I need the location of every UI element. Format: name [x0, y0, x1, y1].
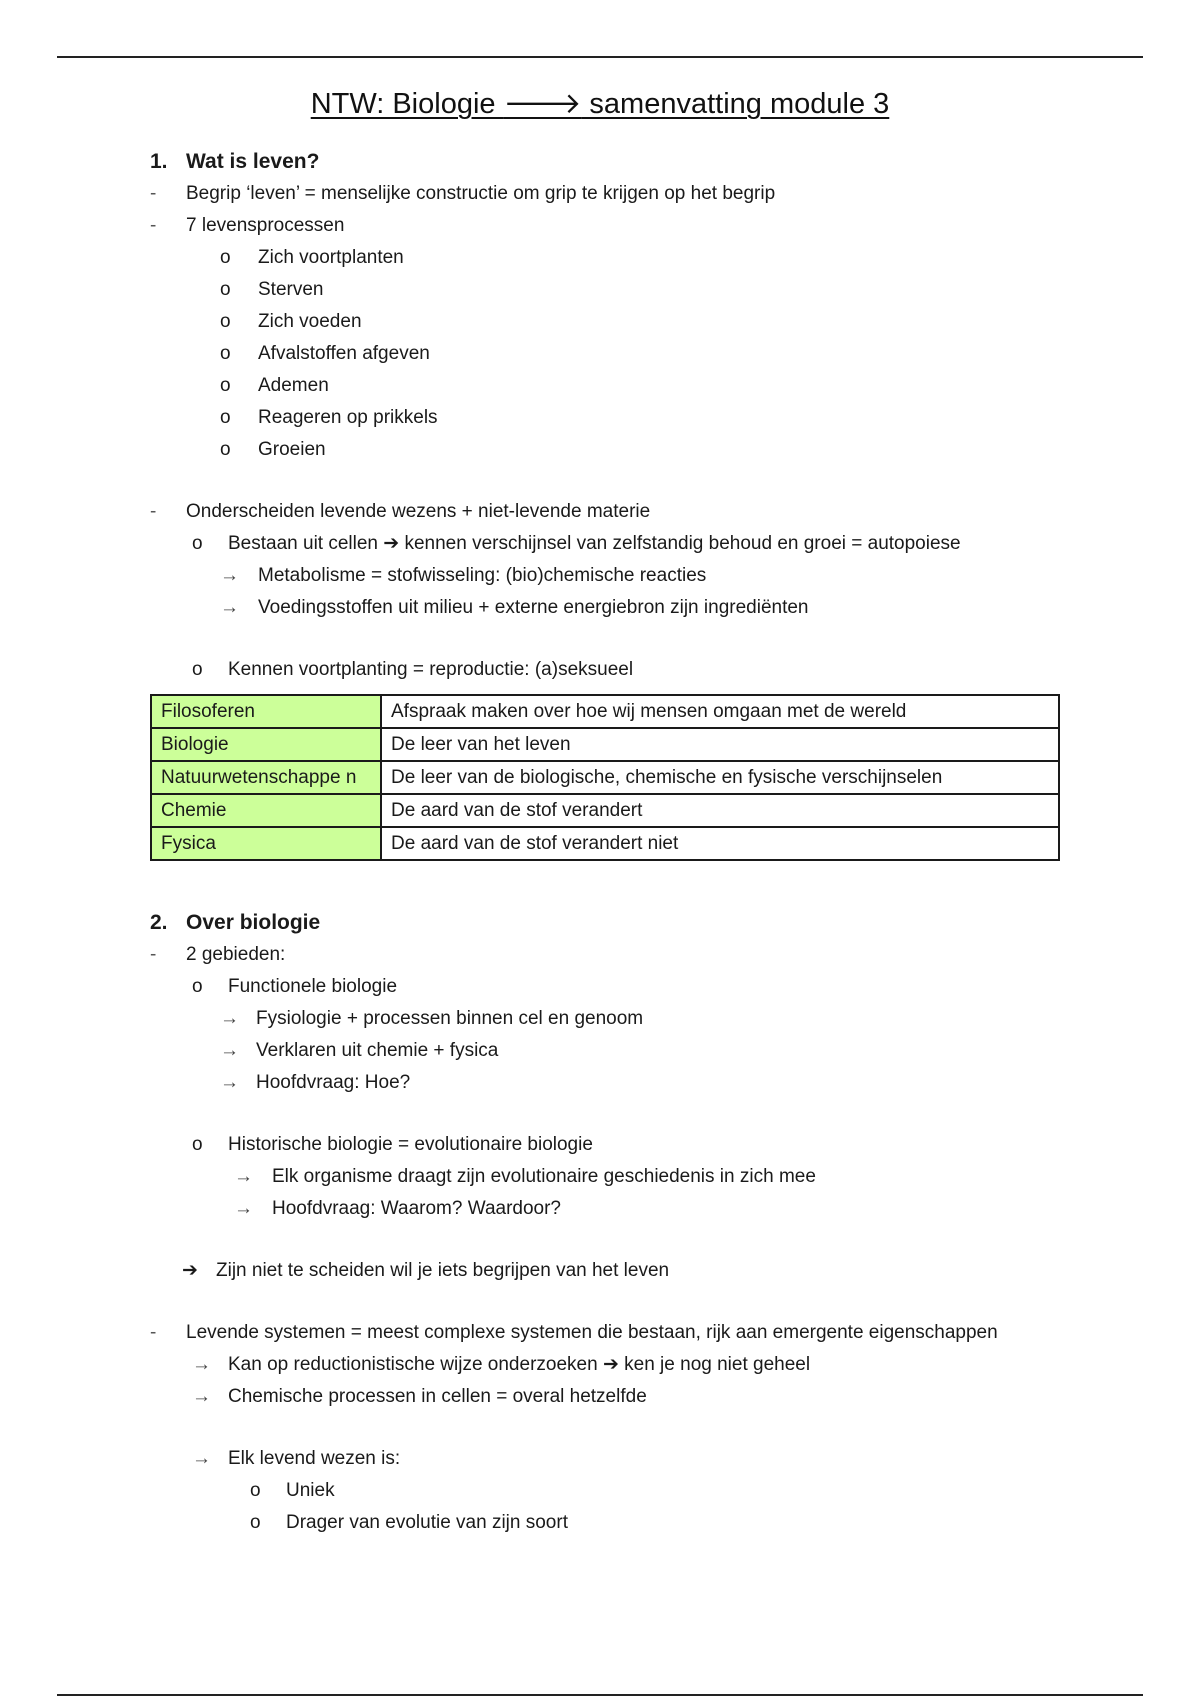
- process-item: Afvalstoffen afgeven: [258, 343, 430, 364]
- conclusion-text: Zijn niet te scheiden wil je iets begrijpen van het leven: [216, 1260, 670, 1281]
- circle-bullet-icon: o: [192, 1134, 203, 1155]
- list-item: [150, 496, 1110, 528]
- list-item: [150, 434, 1110, 466]
- list-item-text: Chemische processen in cellen = overal hetzelfde: [228, 1386, 647, 1407]
- circle-bullet-icon: o: [220, 343, 231, 364]
- list-item: [150, 370, 1110, 402]
- table-row: [151, 695, 1059, 728]
- list-item-text: Kan op reductionistische wijze onderzoeken ➔ ken je nog niet geheel: [228, 1354, 811, 1375]
- top-rule: [57, 56, 1143, 58]
- list-item-text: Elk levend wezen is:: [228, 1448, 401, 1469]
- list-item-text: Elk organisme draagt zijn evolutionaire geschiedenis in zich mee: [272, 1166, 816, 1187]
- list-item-text: Uniek: [286, 1480, 335, 1501]
- circle-bullet-icon: o: [220, 439, 231, 460]
- table-term-cell: Chemie: [151, 794, 381, 827]
- circle-bullet-icon: o: [220, 279, 231, 300]
- table-row: [151, 794, 1059, 827]
- list-item: [150, 1507, 1110, 1539]
- circle-bullet-icon: o: [250, 1480, 261, 1501]
- list-item-text: Fysiologie + processen binnen cel en genoom: [256, 1008, 644, 1029]
- table-row: [151, 827, 1059, 860]
- bold-arrow-icon: ➔: [182, 1260, 198, 1281]
- list-item-text: Onderscheiden levende wezens + niet-levende materie: [186, 501, 651, 522]
- list-item: [150, 1067, 1110, 1099]
- list-item-text: Begrip ‘leven’ = menselijke constructie om grip te krijgen op het begrip: [186, 183, 776, 204]
- list-item-text: 7 levensprocessen: [186, 215, 345, 236]
- circle-bullet-icon: o: [220, 375, 231, 396]
- table-term-cell: Biologie: [151, 728, 381, 761]
- circle-bullet-icon: o: [250, 1512, 261, 1533]
- title-text-before: NTW: Biologie: [310, 88, 504, 120]
- table-definition-cell: De aard van de stof verandert niet: [381, 827, 1059, 860]
- dash-bullet-icon: -: [150, 501, 157, 522]
- table-definition-cell: De aard van de stof verandert: [381, 794, 1059, 827]
- dash-bullet-icon: -: [150, 215, 157, 236]
- page-title: [0, 84, 1200, 124]
- list-item-text: Historische biologie = evolutionaire biologie: [228, 1134, 593, 1155]
- list-item-text: Drager van evolutie van zijn soort: [286, 1512, 568, 1533]
- circle-bullet-icon: o: [220, 247, 231, 268]
- list-item-text: Functionele biologie: [228, 976, 398, 997]
- circle-bullet-icon: o: [192, 533, 203, 554]
- dash-bullet-icon: -: [150, 944, 157, 965]
- arrow-bullet-icon: →: [220, 1040, 239, 1061]
- list-item: [150, 1475, 1110, 1507]
- list-item: [150, 1035, 1110, 1067]
- circle-bullet-icon: o: [192, 659, 203, 680]
- process-item: Zich voeden: [258, 311, 362, 332]
- list-item: [150, 528, 1110, 560]
- list-item-text: Kennen voortplanting = reproductie: (a)seksueel: [228, 659, 634, 680]
- arrow-bullet-icon: →: [192, 1386, 211, 1407]
- arrow-bullet-icon: →: [192, 1354, 211, 1375]
- table-term-cell: Natuurwetenschappe n: [151, 761, 381, 794]
- section-heading-2: [150, 907, 1110, 939]
- list-item-text: Hoofdvraag: Waarom? Waardoor?: [272, 1198, 561, 1219]
- arrow-bullet-icon: →: [220, 597, 239, 618]
- list-item: [150, 1193, 1110, 1225]
- list-item: [150, 1161, 1110, 1193]
- list-item-text: Verklaren uit chemie + fysica: [256, 1040, 499, 1061]
- process-item: Sterven: [258, 279, 324, 300]
- list-item: [150, 1443, 1110, 1475]
- table-term-cell: Fysica: [151, 827, 381, 860]
- definitions-table: [150, 694, 1060, 861]
- list-item-text: Voedingsstoffen uit milieu + externe energiebron zijn ingrediënten: [258, 597, 809, 618]
- table-definition-cell: Afspraak maken over hoe wij mensen omgaan met de wereld: [381, 695, 1059, 728]
- list-item-text: Bestaan uit cellen ➔ kennen verschijnsel van zelfstandig behoud en groei = autopoiese: [228, 533, 961, 554]
- table-row: [151, 728, 1059, 761]
- circle-bullet-icon: o: [220, 407, 231, 428]
- list-item-text: Levende systemen = meest complexe systemen die bestaan, rijk aan emergente eigenschappen: [186, 1322, 998, 1343]
- process-item: Groeien: [258, 439, 326, 460]
- section-title: Over biologie: [186, 911, 321, 934]
- list-item-text: Metabolisme = stofwisseling: (bio)chemische reacties: [258, 565, 707, 586]
- section-heading-1: [150, 146, 1110, 178]
- dash-bullet-icon: -: [150, 183, 157, 204]
- process-item: Reageren op prikkels: [258, 407, 438, 428]
- table-definition-cell: De leer van het leven: [381, 728, 1059, 761]
- circle-bullet-icon: o: [192, 976, 203, 997]
- arrow-bullet-icon: →: [220, 1072, 239, 1093]
- list-item: [150, 210, 1110, 242]
- document-content: [150, 146, 1110, 1539]
- list-item: [150, 654, 1110, 686]
- arrow-bullet-icon: →: [192, 1448, 211, 1469]
- list-item: [150, 939, 1110, 971]
- section-title: Wat is leven?: [186, 150, 320, 173]
- dash-bullet-icon: -: [150, 1322, 157, 1343]
- list-item: [150, 971, 1110, 1003]
- arrow-bullet-icon: →: [220, 565, 239, 586]
- section-number: 1.: [150, 150, 168, 173]
- table-definition-cell: De leer van de biologische, chemische en fysische verschijnselen: [381, 761, 1059, 794]
- list-item-text: Hoofdvraag: Hoe?: [256, 1072, 411, 1093]
- process-item: Ademen: [258, 375, 329, 396]
- title-arrow-icon: 🡒: [503, 88, 582, 120]
- list-item: [150, 242, 1110, 274]
- conclusion-line: [150, 1255, 1110, 1287]
- list-item: [150, 338, 1110, 370]
- bottom-rule: [57, 1694, 1143, 1696]
- title-text-after: samenvatting module 3: [581, 88, 890, 120]
- list-item: [150, 306, 1110, 338]
- list-item: [150, 1003, 1110, 1035]
- table-row: [151, 761, 1059, 794]
- list-item: [150, 178, 1110, 210]
- arrow-bullet-icon: →: [234, 1166, 253, 1187]
- section-number: 2.: [150, 911, 168, 934]
- list-item: [150, 1349, 1110, 1381]
- list-item: [150, 402, 1110, 434]
- list-item: [150, 592, 1110, 624]
- arrow-bullet-icon: →: [220, 1008, 239, 1029]
- list-item: [150, 1129, 1110, 1161]
- list-item: [150, 1317, 1110, 1349]
- circle-bullet-icon: o: [220, 311, 231, 332]
- list-item: [150, 1381, 1110, 1413]
- list-item: [150, 560, 1110, 592]
- process-item: Zich voortplanten: [258, 247, 404, 268]
- list-item-text: 2 gebieden:: [186, 944, 286, 965]
- table-term-cell: Filosoferen: [151, 695, 381, 728]
- list-item: [150, 274, 1110, 306]
- arrow-bullet-icon: →: [234, 1198, 253, 1219]
